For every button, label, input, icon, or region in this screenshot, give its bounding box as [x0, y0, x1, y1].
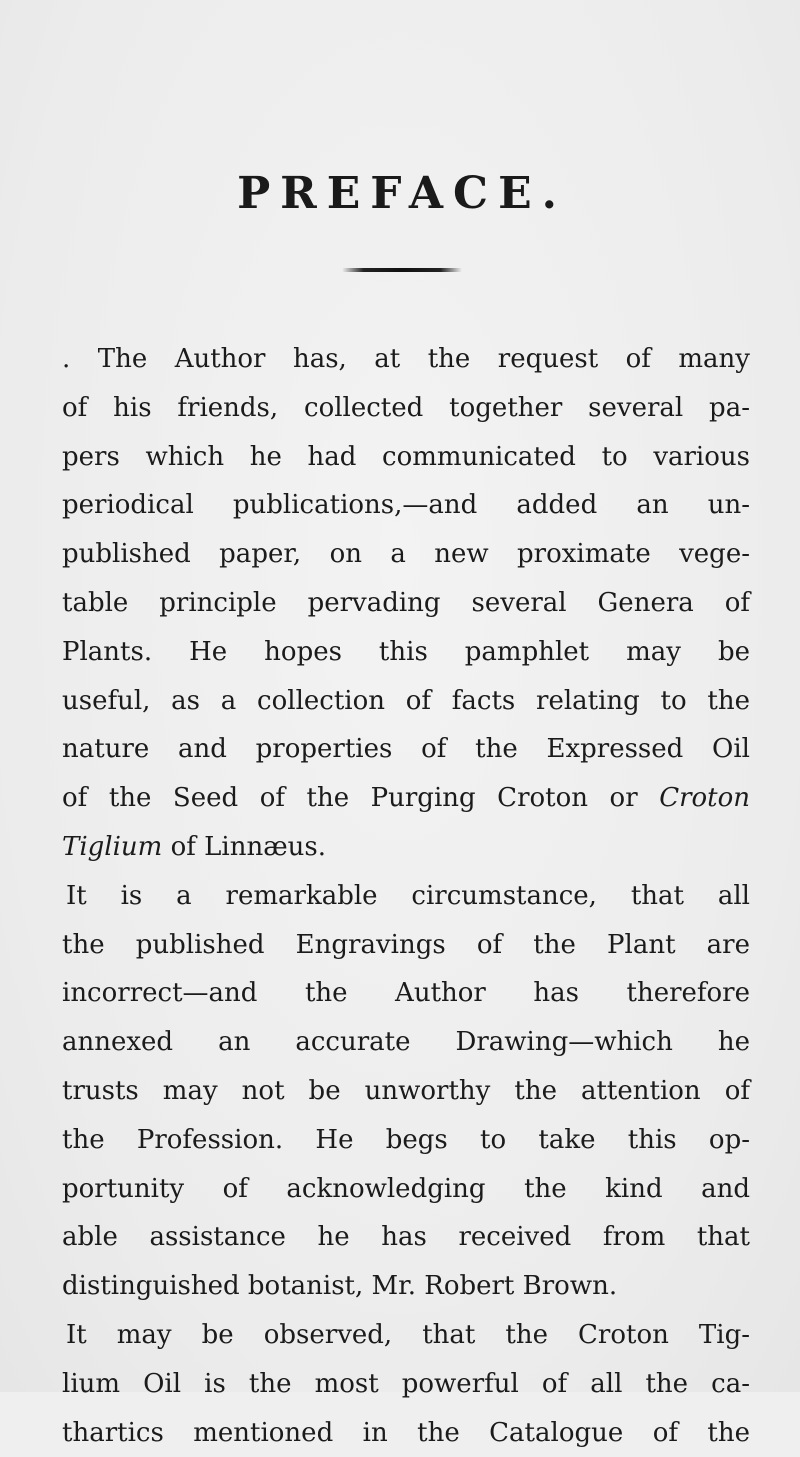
- italic-term: Tiglium: [62, 831, 163, 862]
- decorative-rule: [342, 268, 462, 272]
- page-title: PREFACE.: [237, 168, 567, 219]
- text-line: lium Oil is the most powerful of all the ca-: [62, 1368, 750, 1399]
- text-line: incorrect—and the Author has therefore: [62, 978, 750, 1009]
- text-line: Plants. He hopes this pamphlet may be: [62, 636, 750, 667]
- text-line: portunity of acknowledging the kind and: [62, 1173, 750, 1204]
- text-line-mixed: [62, 774, 750, 823]
- text-line: pers which he had communicated to various: [62, 441, 750, 472]
- body-text: [62, 335, 750, 1457]
- text-line: the Profession. He begs to take this op-: [62, 1124, 750, 1155]
- text-line: distinguished botanist, Mr. Robert Brown.: [62, 1271, 618, 1302]
- text-line: nature and properties of the Expressed Oil: [62, 734, 750, 765]
- text-line: trusts may not be unworthy the attention of: [62, 1075, 750, 1106]
- text-segment: of the Seed of the Purging Croton or: [62, 783, 638, 814]
- text-segment: of Linnæus.: [170, 831, 327, 862]
- text-line: of his friends, collected together several pa-: [62, 392, 750, 423]
- text-line: It may be observed, that the Croton Tig-: [66, 1319, 750, 1350]
- text-line: It is a remarkable circumstance, that all: [66, 880, 750, 911]
- text-line: useful, as a collection of facts relating to the: [62, 685, 750, 716]
- text-line: periodical publications,—and added an un-: [62, 490, 750, 521]
- text-line: the published Engravings of the Plant are: [62, 929, 750, 960]
- text-line-mixed: [62, 823, 750, 872]
- text-line: annexed an accurate Drawing—which he: [62, 1027, 750, 1058]
- text-line: table principle pervading several Genera of: [62, 587, 750, 618]
- text-line: thartics mentioned in the Catalogue of the: [62, 1417, 750, 1448]
- text-line: able assistance he has received from that: [62, 1222, 750, 1253]
- italic-term: Croton: [659, 783, 751, 814]
- text-line: published paper, on a new proximate vege-: [62, 539, 750, 570]
- text-line: . The Author has, at the request of many: [62, 344, 750, 374]
